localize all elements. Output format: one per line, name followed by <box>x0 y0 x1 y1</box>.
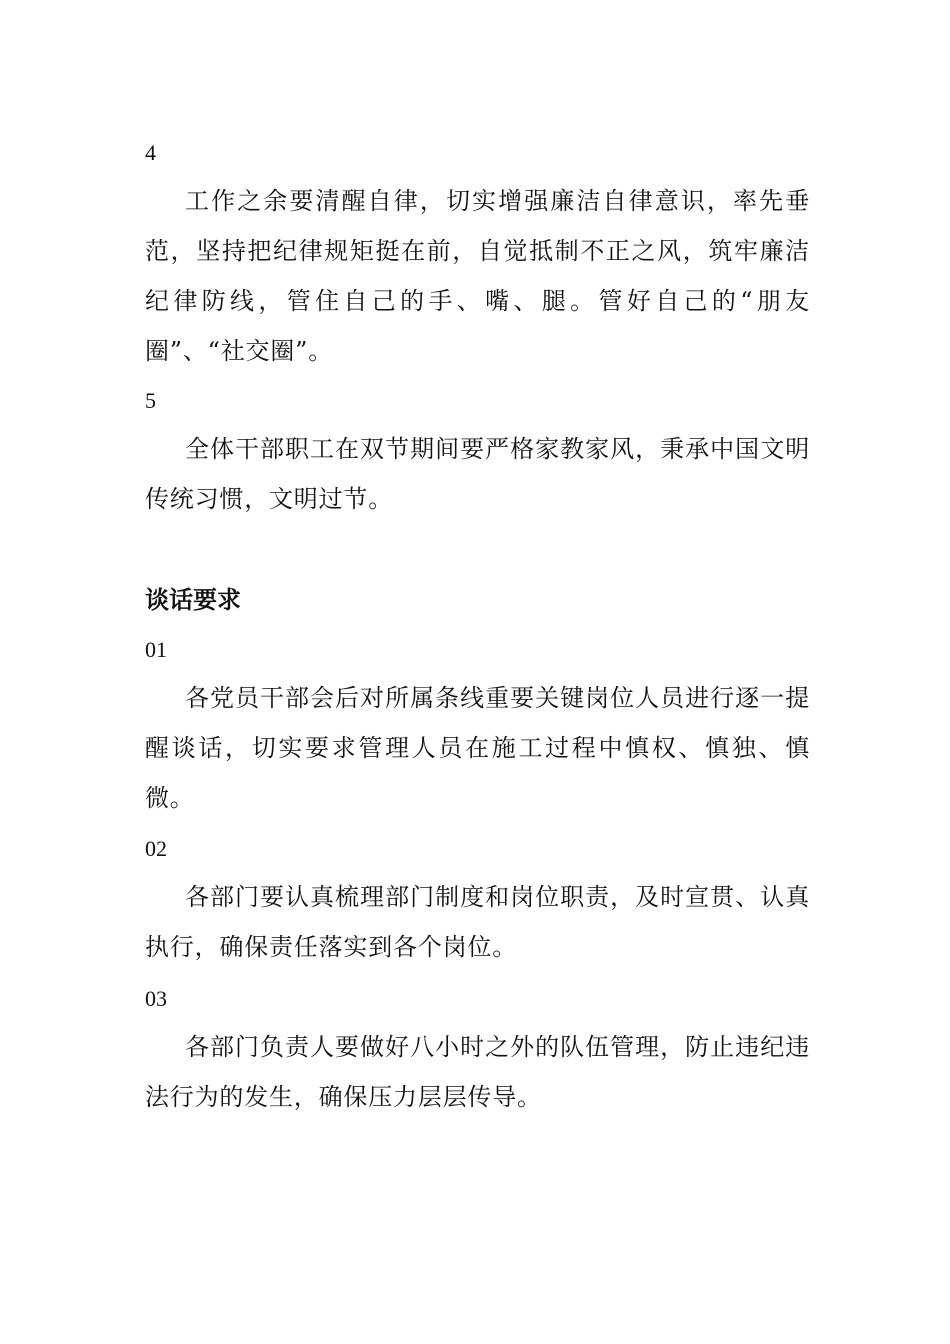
paragraph: 各党员干部会后对所属条线重要关键岗位人员进行逐一提醒谈话，切实要求管理人员在施工过程中慎权、慎独、慎微。 <box>145 684 810 812</box>
item-number: 02 <box>145 836 167 861</box>
item-number: 5 <box>145 388 156 413</box>
section-heading: 谈话要求 <box>145 586 241 614</box>
paragraph: 各部门要认真梳理部门制度和岗位职责，及时宣贯、认真执行，确保责任落实到各个岗位。 <box>145 883 810 961</box>
item-number: 01 <box>145 637 167 662</box>
item-number: 03 <box>145 986 167 1011</box>
paragraph: 全体干部职工在双节期间要严格家教家风，秉承中国文明传统习惯，文明过节。 <box>145 435 810 513</box>
item-number: 4 <box>145 140 156 165</box>
paragraph: 工作之余要清醒自律，切实增强廉洁自律意识，率先垂范，坚持把纪律规矩挺在前，自觉抵制不正之风，筑牢廉洁纪律防线，管住自己的手、嘴、腿。管好自己的“朋友圈”、“社交圈”。 <box>145 187 810 365</box>
paragraph: 各部门负责人要做好八小时之外的队伍管理，防止违纪违法行为的发生，确保压力层层传导。 <box>145 1033 810 1111</box>
